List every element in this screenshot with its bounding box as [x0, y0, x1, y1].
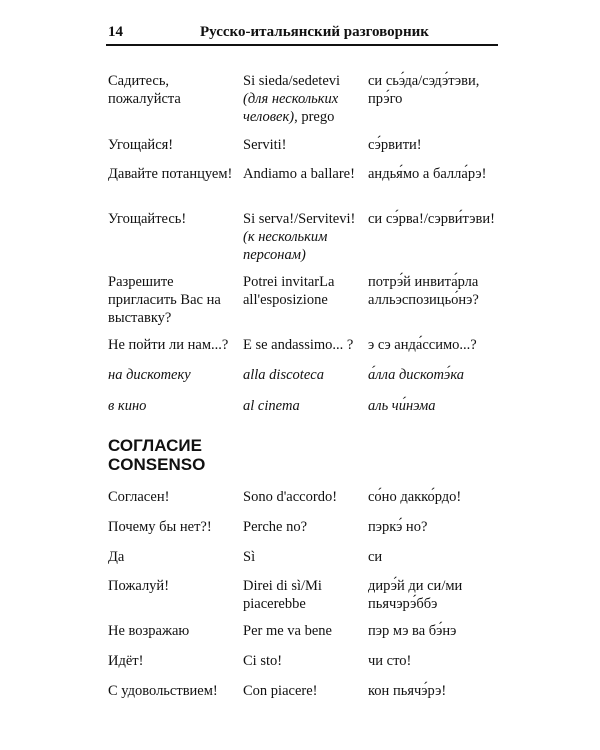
italian-phrase: Ci sto!	[243, 653, 283, 669]
russian-phrase: Давайте потанцуем!	[108, 166, 233, 182]
transcription: пэркэ́ но?	[368, 519, 428, 535]
transcription: чи сто!	[368, 653, 412, 669]
italian-phrase: Per me va bene	[243, 623, 332, 639]
russian-phrase: на дискотеку	[108, 367, 191, 383]
italian-phrase: Sì	[243, 549, 256, 565]
russian-phrase: Пожалуй!	[108, 578, 170, 594]
transcription: дирэ́й ди си/ми пьячэрэ́ббэ	[368, 578, 463, 612]
russian-phrase: Почему бы нет?!	[108, 519, 212, 535]
italian-phrase: Serviti!	[243, 137, 287, 153]
page-number: 14	[108, 24, 123, 40]
transcription: э сэ анда́ссимо...?	[368, 337, 477, 353]
italian-phrase: Si serva!/Servitevi! (к нескольким персонам)	[243, 211, 356, 263]
italian-phrase: Con piacere!	[243, 683, 318, 699]
running-title: Русско-итальянский разговорник	[200, 24, 429, 40]
transcription: со́но дакко́рдо!	[368, 489, 462, 505]
transcription: потрэ́й инвита́рла алльэспозицьо́нэ?	[368, 274, 479, 308]
russian-phrase: Идёт!	[108, 653, 144, 669]
russian-phrase: Не возражаю	[108, 623, 190, 639]
italian-phrase: al cinema	[243, 398, 300, 414]
russian-phrase: Разрешите пригласить Вас на выставку?	[108, 274, 221, 326]
italian-phrase: Andiamo a ballare!	[243, 166, 355, 182]
italian-phrase: Sono d'accordo!	[243, 489, 338, 505]
russian-phrase: Да	[108, 549, 125, 565]
transcription: а́лла дискотэ́ка	[368, 367, 464, 383]
transcription: си сэ́рва!/сэрви́тэви!	[368, 211, 495, 227]
usage-note: (для нескольких человек)	[243, 91, 339, 125]
usage-note: (к нескольким персонам)	[243, 229, 328, 263]
russian-phrase: в кино	[108, 398, 147, 414]
section-title-italian: CONSENSO	[108, 455, 206, 474]
russian-phrase: Садитесь, пожалуйста	[108, 73, 181, 107]
italian-phrase: Si sieda/sedetevi (для нескольких человек), prego	[243, 73, 341, 125]
transcription: аль чи́нэма	[368, 398, 436, 414]
transcription: кон пьячэ́рэ!	[368, 683, 447, 699]
transcription: си сьэ́да/сэдэ́тэви, прэ́го	[368, 73, 480, 107]
transcription: пэр мэ ва бэ́нэ	[368, 623, 457, 639]
russian-phrase: Угощайся!	[108, 137, 174, 153]
section-heading	[108, 436, 205, 474]
russian-phrase: Угощайтесь!	[108, 211, 187, 227]
transcription: андья́мо а балла́рэ!	[368, 166, 487, 182]
italian-phrase: E se andassimo... ?	[243, 337, 354, 353]
russian-phrase: Не пойти ли нам...?	[108, 337, 229, 353]
italian-phrase: Perche no?	[243, 519, 308, 535]
transcription: си	[368, 549, 383, 565]
running-header	[106, 24, 498, 46]
transcription: сэ́рвити!	[368, 137, 422, 153]
russian-phrase: С удовольствием!	[108, 683, 218, 699]
italian-phrase: alla discoteca	[243, 367, 324, 383]
italian-phrase: Direi di sì/Mi piacerebbe	[243, 578, 322, 612]
section-title-russian: СОГЛАСИЕ	[108, 436, 202, 455]
russian-phrase: Согласен!	[108, 489, 170, 505]
italian-phrase: Potrei invitarLa all'esposizione	[243, 274, 335, 308]
